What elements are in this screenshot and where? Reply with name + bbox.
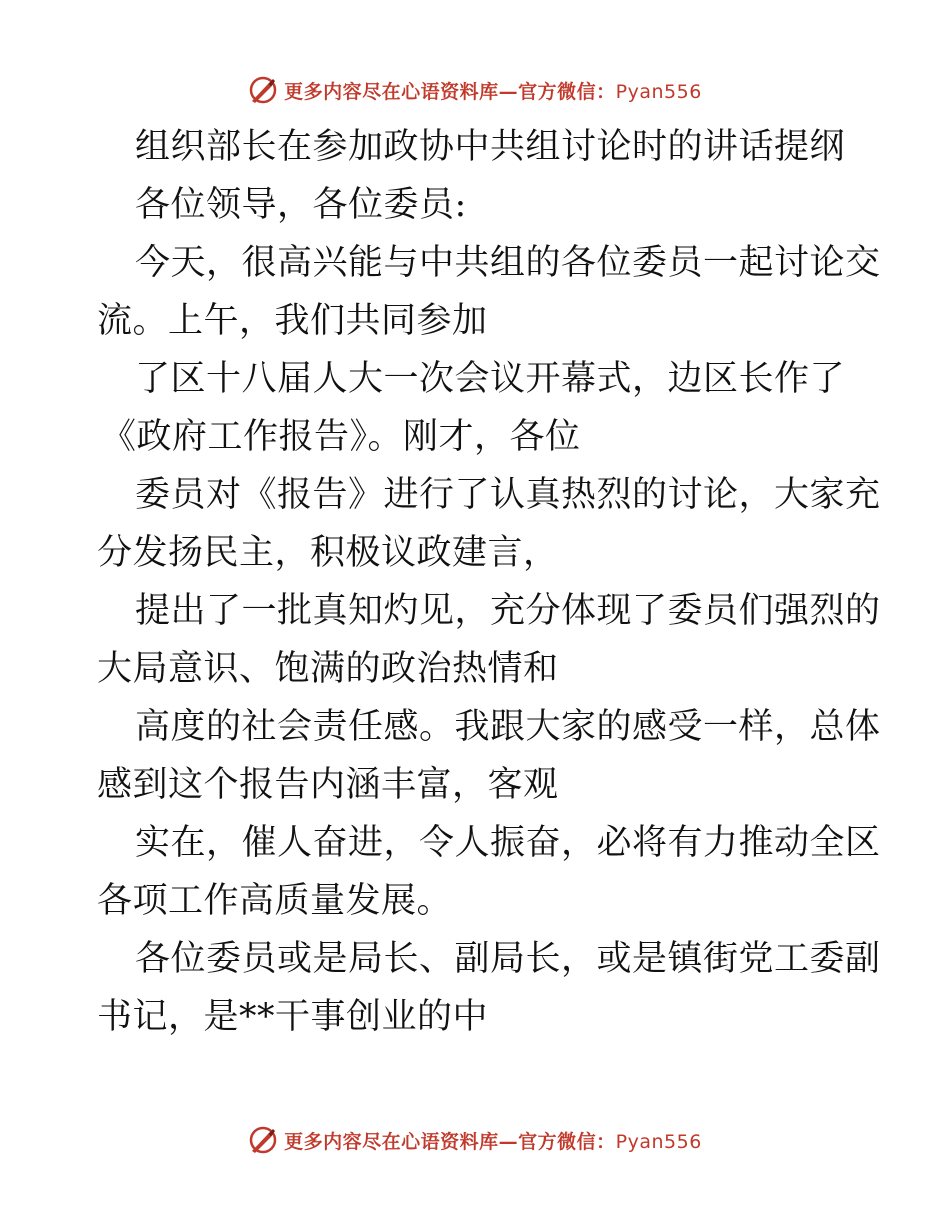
paragraph-line: 了区十八届人大一次会议开幕式，边区长作了 bbox=[135, 359, 846, 399]
paragraph-line: 委员对《报告》进行了认真热烈的讨论，大家充 bbox=[135, 475, 881, 515]
paragraph-line: 各位委员或是局长、副局长，或是镇街党工委副 bbox=[135, 939, 881, 979]
paragraph-line: 《政府工作报告》。刚才，各位 bbox=[101, 417, 581, 457]
document-title: 组织部长在参加政协中共组讨论时的讲话提纲 bbox=[135, 127, 846, 167]
pen-circle-logo-icon bbox=[248, 75, 278, 105]
header-watermark-banner bbox=[0, 70, 950, 110]
paragraph-line: 提出了一批真知灼见，充分体现了委员们强烈的 bbox=[135, 591, 881, 631]
paragraph-line: 大局意识、饱满的政治热情和 bbox=[97, 649, 559, 689]
salutation-line: 各位领导，各位委员: bbox=[135, 185, 467, 225]
banner-text: 更多内容尽在心语资料库—官方微信：Pyan556 bbox=[284, 80, 702, 103]
paragraph-line: 感到这个报告内涵丰富，客观 bbox=[97, 765, 559, 805]
pen-circle-logo-icon bbox=[248, 1125, 278, 1155]
footer-watermark-banner bbox=[0, 1120, 950, 1160]
banner-text: 更多内容尽在心语资料库—官方微信：Pyan556 bbox=[284, 1130, 702, 1153]
paragraph-line: 今天，很高兴能与中共组的各位委员一起讨论交 bbox=[135, 243, 881, 283]
paragraph-line: 流。上午，我们共同参加 bbox=[97, 301, 488, 341]
document-body bbox=[97, 118, 881, 1046]
paragraph-line: 分发扬民主，积极议政建言， bbox=[97, 533, 559, 573]
paragraph-line: 高度的社会责任感。我跟大家的感受一样，总体 bbox=[135, 707, 881, 747]
paragraph-line: 书记，是**干事创业的中 bbox=[97, 997, 489, 1037]
paragraph-line: 实在，催人奋进，令人振奋，必将有力推动全区 bbox=[135, 823, 881, 863]
paragraph-line: 各项工作高质量发展。 bbox=[97, 881, 453, 921]
